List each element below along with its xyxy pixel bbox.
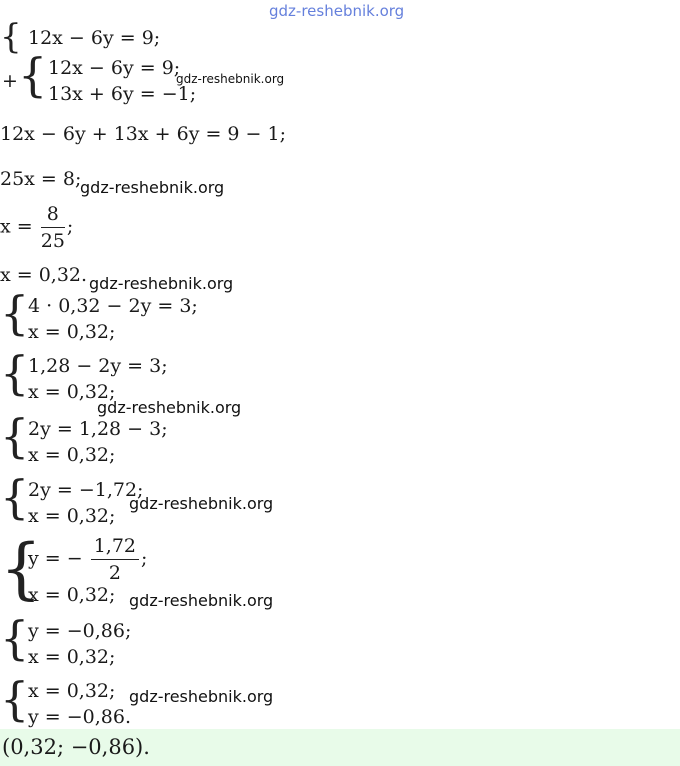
watermark[interactable]: gdz-reshebnik.org [129, 591, 274, 610]
system-equation: x = 0,32; [28, 505, 116, 527]
watermark[interactable]: gdz-reshebnik.org [80, 178, 225, 197]
watermark[interactable]: gdz-reshebnik.org [129, 687, 274, 706]
equation-top: 12x − 6y = 9; [28, 27, 161, 49]
system-equation: 1,28 − 2y = 3; [28, 355, 168, 377]
system-equation: x = 0,32; [28, 584, 116, 606]
fraction [91, 535, 139, 584]
fraction-denominator: 2 [108, 562, 121, 584]
brace-icon: { [0, 286, 30, 340]
equation-25x: 25x = 8; [0, 168, 82, 190]
equation-x-value: x = 0,32. [0, 264, 88, 286]
equation-sum: 12x − 6y + 13x + 6y = 9 − 1; [0, 123, 287, 145]
brace-icon: { [0, 470, 30, 524]
plus-sign: + [2, 70, 18, 92]
equation-fraction [0, 203, 73, 252]
brace-icon: { [0, 17, 22, 57]
brace-icon: { [0, 409, 30, 463]
system-equation: x = 0,32; [28, 680, 116, 702]
brace-icon: { [18, 48, 48, 102]
system-equation: x = 0,32; [28, 321, 116, 343]
fraction-tail: ; [141, 547, 148, 570]
fraction-denominator: 25 [40, 230, 65, 252]
fraction [41, 203, 65, 252]
system-equation: x = 0,32; [28, 646, 116, 668]
brace-icon: { [0, 346, 30, 400]
system-equation-fraction [28, 535, 147, 584]
x-equals: x = [0, 215, 33, 238]
system-equation: 13x + 6y = −1; [48, 83, 197, 105]
watermark[interactable]: gdz-reshebnik.org [89, 274, 234, 293]
system-equation: y = −0,86; [28, 620, 132, 642]
watermark[interactable]: gdz-reshebnik.org [97, 398, 242, 417]
system-equation: 2y = −1,72; [28, 479, 144, 501]
fraction-numerator: 1,72 [91, 535, 139, 560]
watermark[interactable]: gdz-reshebnik.org [129, 494, 274, 513]
system-equation: x = 0,32; [28, 381, 116, 403]
answer-text: (0,32; −0,86). [2, 735, 150, 759]
y-equals: y = − [28, 547, 83, 570]
system-equation: 2y = 1,28 − 3; [28, 418, 168, 440]
brace-icon: { [0, 672, 30, 726]
system-equation: x = 0,32; [28, 444, 116, 466]
system-equation: 4 · 0,32 − 2y = 3; [28, 295, 198, 317]
system-equation: 12x − 6y = 9; [48, 57, 181, 79]
fraction-tail: ; [66, 215, 74, 238]
watermark-top[interactable]: gdz-reshebnik.org [269, 2, 405, 20]
watermark[interactable]: gdz-reshebnik.org [176, 72, 285, 86]
brace-icon: { [0, 530, 42, 607]
answer-box [0, 729, 680, 766]
fraction-numerator: 8 [41, 203, 65, 228]
system-equation: y = −0,86. [28, 706, 131, 728]
brace-icon: { [0, 611, 30, 665]
